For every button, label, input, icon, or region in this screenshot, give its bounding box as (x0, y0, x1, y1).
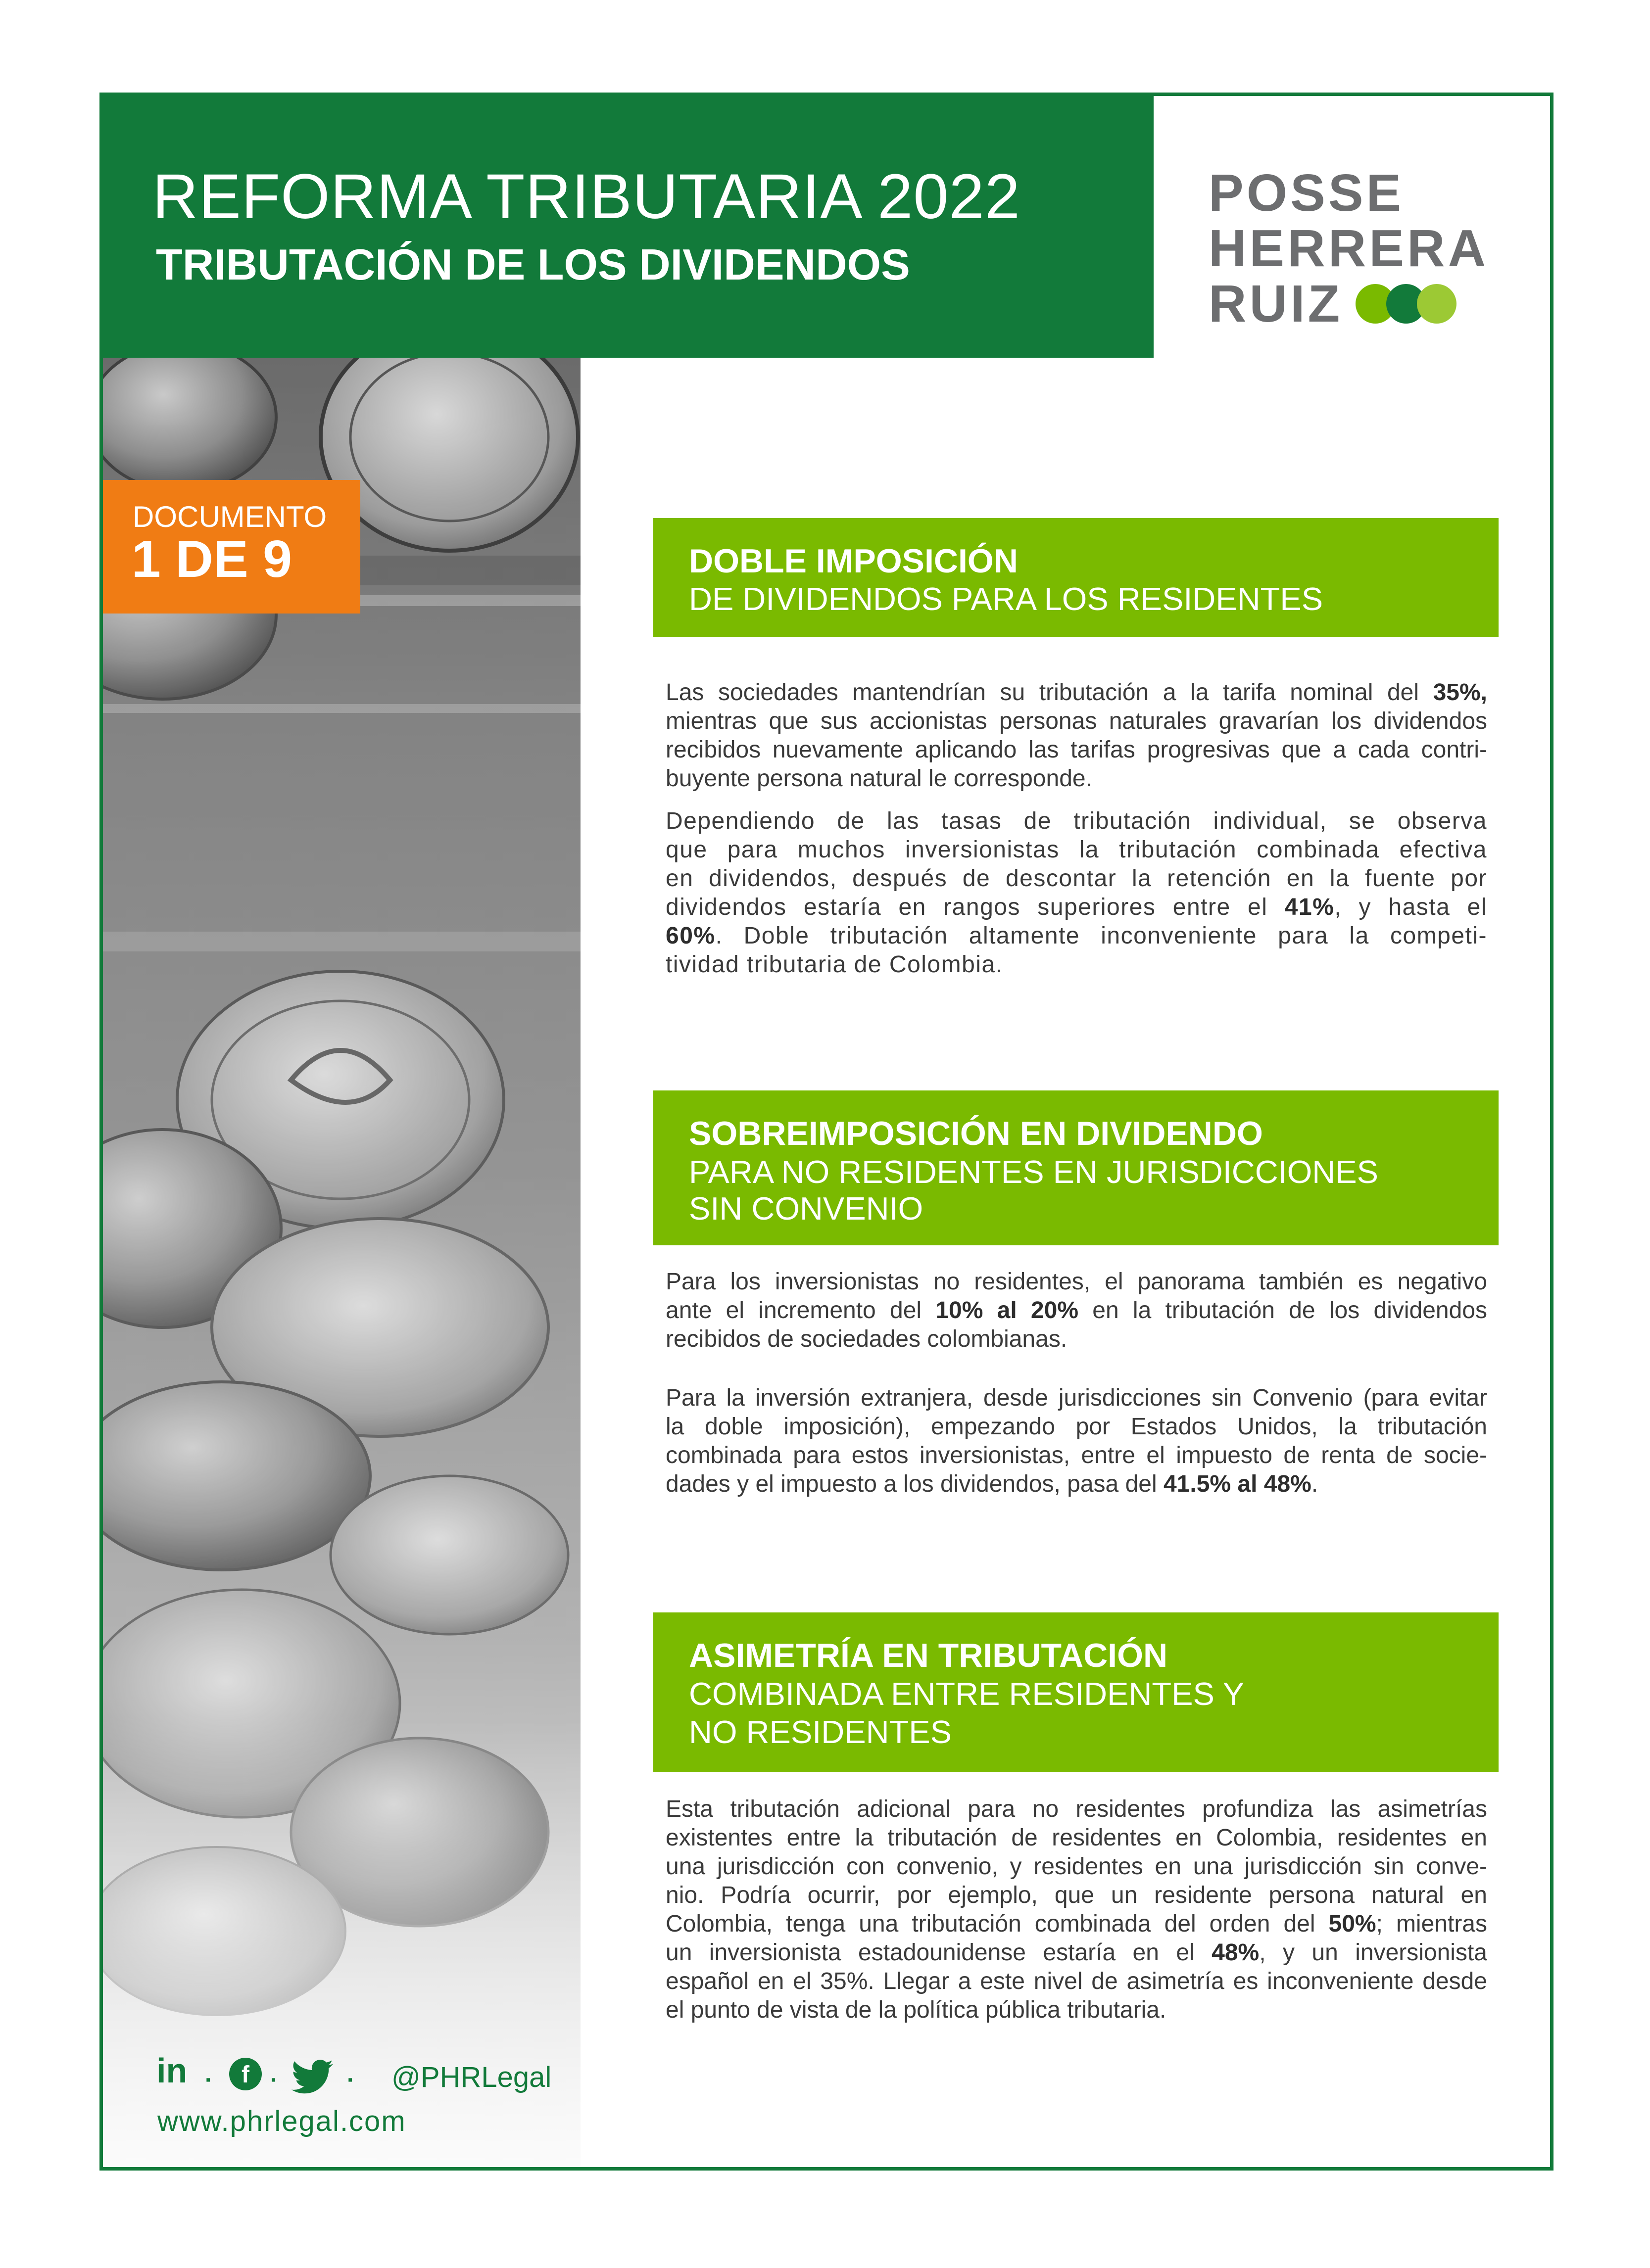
section-subtitle: COMBINADA ENTRE RESIDENTES Y (689, 1676, 1245, 1712)
paragraph (666, 678, 1487, 793)
section-bar-asimetria (653, 1612, 1499, 1772)
linkedin-icon[interactable] (156, 2055, 196, 2092)
text-line: Colombia, tenga una tributación combinada del orden del 50%; mientras (666, 1911, 1487, 1937)
social-links (156, 2055, 552, 2096)
highlight-value: 10% al 20% (935, 1297, 1078, 1323)
text-line: recibidos de sociedades colombianas. (666, 1326, 1068, 1352)
text-line: dades y el impuesto a los dividendos, pasa del 41.5% al 48%. (666, 1471, 1318, 1497)
text-line: una jurisdicción con convenio, y residentes en una jurisdicción sin conve- (666, 1853, 1487, 1880)
highlight-value: 41.5% al 48% (1163, 1471, 1311, 1497)
website-link[interactable]: www.phrlegal.com (157, 2105, 406, 2137)
text-line: Dependiendo de las tasas de tributación individual, se observa (666, 808, 1487, 834)
highlight-value: 35%, (1433, 679, 1487, 706)
text-line: mientras que sus accionistas personas naturales gravarían los dividendos (666, 708, 1487, 734)
text-line: Para la inversión extranjera, desde jurisdicciones sin Convenio (para evitar (666, 1385, 1487, 1411)
header-band (103, 96, 1154, 358)
logo-dot-3 (1417, 284, 1456, 324)
text-line: Las sociedades mantendrían su tributación a la tarifa nominal del 35%, (666, 679, 1487, 706)
document-number: 1 DE 9 (132, 530, 292, 588)
separator-dot: · (347, 2067, 355, 2093)
highlight-value: 48% (1212, 1939, 1260, 1966)
section-title: DOBLE IMPOSICIÓN (689, 542, 1018, 580)
text-line: ante el incremento del 10% al 20% en la tributación de los dividendos (666, 1297, 1488, 1323)
separator-dot: · (270, 2067, 278, 2093)
section-title: SOBREIMPOSICIÓN EN DIVIDENDO (689, 1115, 1263, 1152)
highlight-value: 50% (1328, 1911, 1376, 1937)
section-subtitle: NO RESIDENTES (689, 1714, 952, 1750)
text-line: un inversionista estadounidense estaría en el 48%, y un inversionista (666, 1939, 1487, 1966)
linkedin-glyph: in (156, 2055, 188, 2089)
logo-line-ruiz: RUIZ (1209, 275, 1343, 333)
text-line: que para muchos inversionistas la tributación combinada efectiva (666, 837, 1487, 863)
twitter-icon[interactable] (290, 2060, 335, 2097)
page-title: REFORMA TRIBUTARIA 2022 (152, 161, 1020, 232)
facebook-glyph: f (242, 2062, 249, 2088)
text-line: nio. Podría ocurrir, por ejemplo, que un residente persona natural en (666, 1882, 1487, 1908)
text-line: en dividendos, después de descontar la retención en la fuente por (666, 865, 1487, 892)
firm-logo (1209, 165, 1489, 331)
text-line: combinada para estos inversionistas, entre el impuesto de renta de socie- (666, 1442, 1487, 1468)
section-subtitle: DE DIVIDENDOS PARA LOS RESIDENTES (689, 581, 1323, 617)
logo-dots-icon (1356, 284, 1464, 324)
text-line: 60%. Doble tributación altamente inconveniente para la competi- (666, 923, 1487, 949)
logo-line-posse: POSSE (1209, 164, 1405, 222)
text-line: buyente persona natural le corresponde. (666, 765, 1092, 792)
coin-jar-illustration (103, 358, 581, 2171)
highlight-value: 41% (1284, 894, 1335, 920)
logo-line-herrera: HERRERA (1209, 219, 1489, 278)
paragraph (666, 1268, 1487, 1354)
section-subtitle: PARA NO RESIDENTES EN JURISDICCIONES (689, 1154, 1378, 1190)
paragraph (666, 1384, 1487, 1499)
paragraph (666, 807, 1487, 979)
document-label: DOCUMENTO (133, 500, 327, 533)
text-line: dividendos estaría en rangos superiores entre el 41%, y hasta el (666, 894, 1488, 920)
coin-jar-photo (103, 358, 581, 2171)
paragraph (666, 1795, 1487, 2025)
page-frame (99, 93, 1553, 2171)
document-badge (103, 480, 360, 614)
social-handle[interactable]: @PHRLegal (391, 2061, 552, 2093)
separator-dot: · (205, 2067, 213, 2093)
text-line: la doble imposición), empezando por Estados Unidos, la tributación (666, 1414, 1487, 1440)
page-subtitle: TRIBUTACIÓN DE LOS DIVIDENDOS (156, 240, 910, 289)
text-line: el punto de vista de la política pública tributaria. (666, 1997, 1166, 2023)
section-subtitle: SIN CONVENIO (689, 1190, 923, 1227)
section-bar-sobreimposicion (653, 1090, 1499, 1245)
text-line: Esta tributación adicional para no residentes profundiza las asimetrías (666, 1796, 1487, 1822)
text-line: Para los inversionistas no residentes, el panorama también es negativo (666, 1269, 1487, 1295)
facebook-icon[interactable] (228, 2057, 263, 2094)
section-bar-doble-imposicion (653, 518, 1499, 637)
section-title: ASIMETRÍA EN TRIBUTACIÓN (689, 1637, 1168, 1674)
text-line: recibidos nuevamente aplicando las tarifas progresivas que a cada contri- (666, 737, 1487, 763)
text-line: existentes entre la tributación de residentes en Colombia, residentes en (666, 1825, 1487, 1851)
text-line: español en el 35%. Llegar a este nivel de asimetría es inconveniente desde (666, 1968, 1487, 1994)
text-line: tividad tributaria de Colombia. (666, 951, 1003, 978)
highlight-value: 60% (666, 923, 716, 949)
